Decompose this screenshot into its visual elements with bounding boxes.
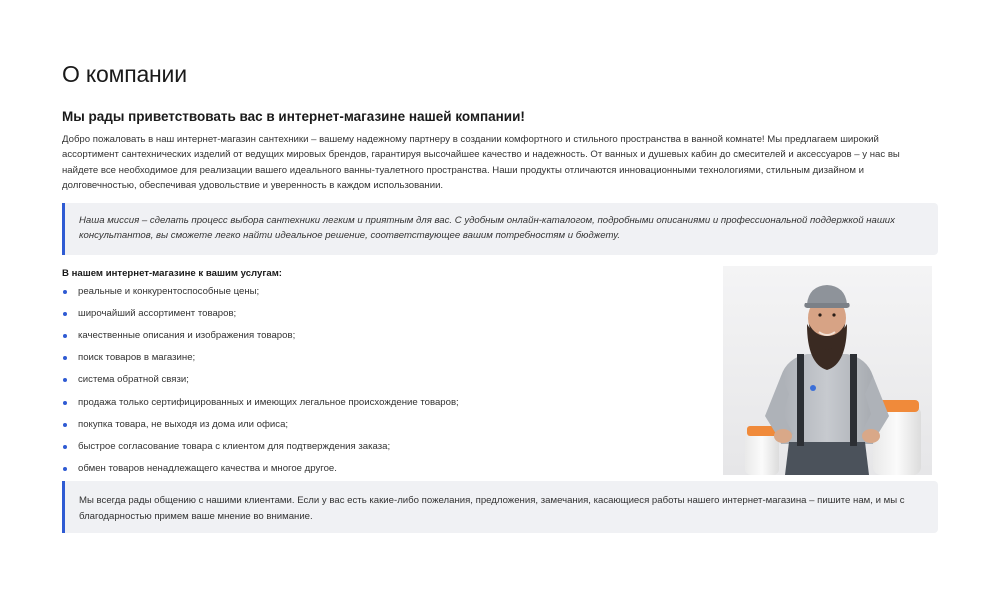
service-item-label: продажа только сертифицированных и имеющих легальное происхождение товаров;: [78, 396, 459, 408]
contact-text: Мы всегда рады общению с нашими клиентами. Если у вас есть какие-либо пожелания, предложения, замечания, касающиеся работы нашего интернет-магазина – пишите нам, и мы с благодарностью примем ваше мнение во внимание.: [79, 494, 905, 522]
plumber-photo-image: [723, 266, 932, 475]
page-title: О компании: [62, 61, 187, 87]
bullet-icon: [63, 401, 67, 405]
about-content: [62, 58, 938, 533]
bullet-icon: [63, 356, 67, 360]
intro-paragraph: Добро пожаловать в наш интернет-магазин сантехники – вашему надежному партнеру в создании комфортного и стильного пространства в ванной комнате! Мы предлагаем широкий ассортимент сантехнических изделий от ведущих мировых брендов, гарантируя высочайшее качество и надежность. От ванных и душевых кабин до смесителей и аксессуаров – у нас вы найдете все необходимое для реализации вашего идеального ванны-туалетного пространства. Наши продукты отличаются инновационными технологиями, стильным дизайном и долговечностью, обеспечивая удовольствие и уверенность в каждом использовании.: [62, 134, 900, 192]
services-section: [62, 267, 938, 479]
bullet-icon: [63, 423, 67, 427]
mission-text: Наша миссия – сделать процесс выбора сантехники легким и приятным для вас. С удобным онлайн-каталогом, подробными описаниями и профессиональной поддержкой наших консультантов, вы сможете легко найти идеальное решение, соответствующее вашим потребностям и бюджету.: [79, 214, 895, 241]
mission-callout: [62, 203, 938, 255]
service-item-label: быстрое согласование товара с клиентом для подтверждения заказа;: [78, 440, 391, 452]
bullet-icon: [63, 334, 67, 338]
services-heading: В нашем интернет-магазине к вашим услугам:: [62, 267, 282, 279]
bullet-icon: [63, 290, 67, 294]
service-item-label: качественные описания и изображения товаров;: [78, 330, 296, 341]
plumber-photo: [723, 266, 932, 475]
bullet-icon: [63, 467, 67, 471]
service-item-label: реальные и конкурентоспособные цены;: [78, 285, 260, 297]
welcome-heading: Мы рады приветствовать вас в интернет-магазине нашей компании!: [62, 109, 525, 124]
service-item-label: широчайший ассортимент товаров;: [78, 307, 237, 319]
service-item-label: обмен товаров ненадлежащего качества и многое другое.: [78, 463, 337, 475]
service-item-label: покупка товара, не выходя из дома или офиса;: [78, 418, 289, 430]
contact-callout: [62, 481, 938, 533]
service-item-label: система обратной связи;: [78, 374, 189, 386]
service-item-label: поиск товаров в магазине;: [78, 352, 196, 364]
bullet-icon: [63, 445, 67, 449]
bullet-icon: [63, 312, 67, 316]
bullet-icon: [63, 378, 67, 382]
